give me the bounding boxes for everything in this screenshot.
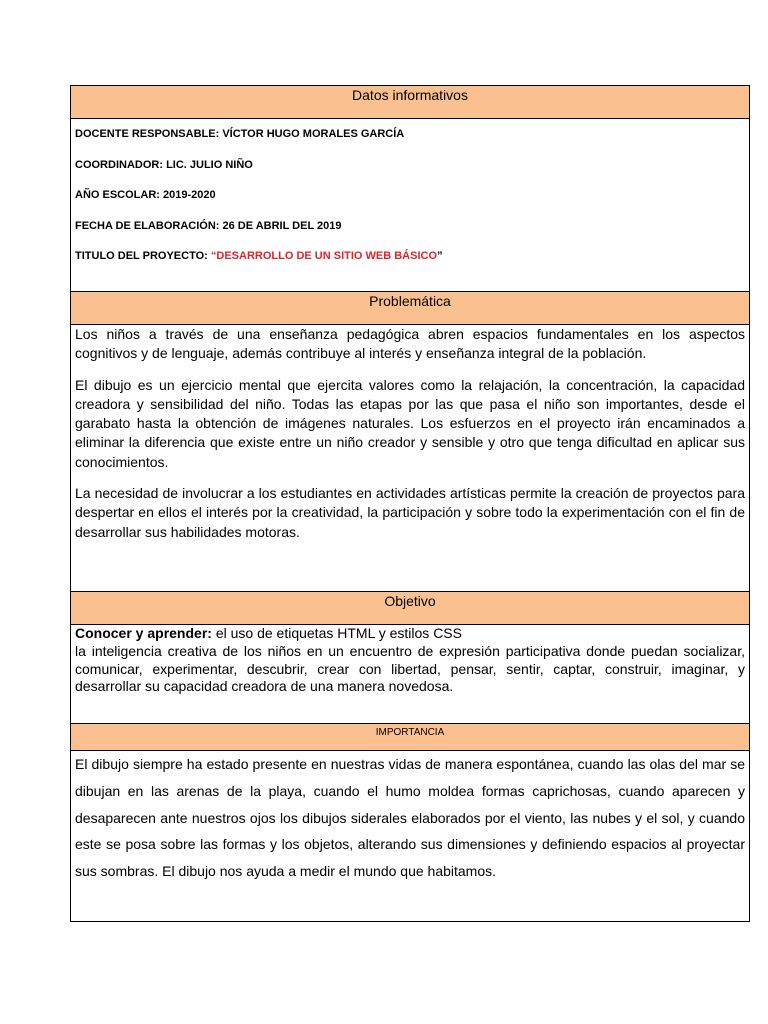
problematica-paragraph: La necesidad de involucrar a los estudiantes en actividades artísticas permite la creación de proyectos para despertar en ellos el interés por la creatividad, la participación y sobre todo la experimentación con el fin de desarrollar sus habilidades motoras. [75,485,745,540]
objetivo-lead-bold: Conocer y aprender: [75,625,212,641]
objetivo-lead-rest: el uso de etiquetas HTML y estilos CSS [211,625,462,641]
titulo-line [75,241,745,272]
importancia-header [71,724,750,751]
objetivo-lead [75,625,745,643]
coordinador-label: COORDINADOR: [75,158,163,171]
objetivo-header [71,592,750,625]
objetivo-header-text: Objetivo [384,593,436,609]
datos-header-text: Datos informativos [352,87,468,103]
datos-header [71,86,750,119]
fecha-line [75,211,745,242]
problematica-paragraph: El dibujo es un ejercicio mental que ejercita valores como la relajación, la concentración, la capacidad creadora y sensibilidad del niño. Todas las etapas por las que pasa el niño son importantes, desde el garabato hasta la obtención de imágenes naturales. Los esfuerzos en el proyecto irán encaminados a eliminar la diferencia que existe entre un niño creador y sensible y otro que tenga dificultad en aplicar sus conocimientos. [75,376,745,470]
fecha-value: 26 DE ABRIL DEL 2019 [222,219,342,232]
anio-line [75,180,745,211]
importancia-cell [71,751,750,922]
importancia-header-text: IMPORTANCIA [375,727,445,738]
titulo-close-quote: ” [437,250,443,262]
problematica-cell [71,325,750,592]
titulo-label: TITULO DEL PROYECTO: [75,250,208,262]
anio-label: AÑO ESCOLAR: [75,189,160,201]
problematica-header [71,292,750,325]
objetivo-cell [71,625,750,724]
docente-label: DOCENTE RESPONSABLE: [75,128,220,140]
datos-info-cell [71,119,750,292]
coordinador-value: LIC. JULIO NIÑO [166,158,253,171]
titulo-value: DESARROLLO DE UN SITIO WEB BÁSICO [216,250,438,262]
importancia-text: El dibujo siempre ha estado presente en nuestras vidas de manera espontánea, cuando las olas del mar se dibujan en las arenas de la playa, cuando el humo moldea formas caprichosas, cuando aparecen y desaparecen ante nuestros ojos los dibujos siderales elaborados por el viento, las nubes y el sol, y cuando este se posa sobre las formas y los objetos, alterando sus dimensiones y definiendo espacios al proyectar sus sombras. El dibujo nos ayuda a medir el mundo que habitamos. [75,756,745,880]
titulo-open-quote: “ [210,250,217,262]
docente-line [75,119,745,150]
fecha-label: FECHA DE ELABORACIÓN: [75,219,220,232]
objetivo-text: la inteligencia creativa de los niños en un encuentro de expresión participativa donde puedan socializar, comunicar, experimentar, descubrir, crear con libertad, pensar, sentir, captar, construir, imaginar, y desarrollar su capacidad creadora de una manera novedosa. [75,642,745,695]
coordinador-line [75,150,745,181]
problematica-header-text: Problemática [369,293,451,309]
project-table [70,85,750,922]
problematica-paragraph: Los niños a través de una enseñanza pedagógica abren espacios fundamentales en los aspectos cognitivos y de lenguaje, además contribuye al interés y enseñanza integral de la población. [75,326,745,362]
docente-value: VÍCTOR HUGO MORALES GARCÍA [222,128,405,140]
anio-value: 2019-2020 [163,189,216,201]
